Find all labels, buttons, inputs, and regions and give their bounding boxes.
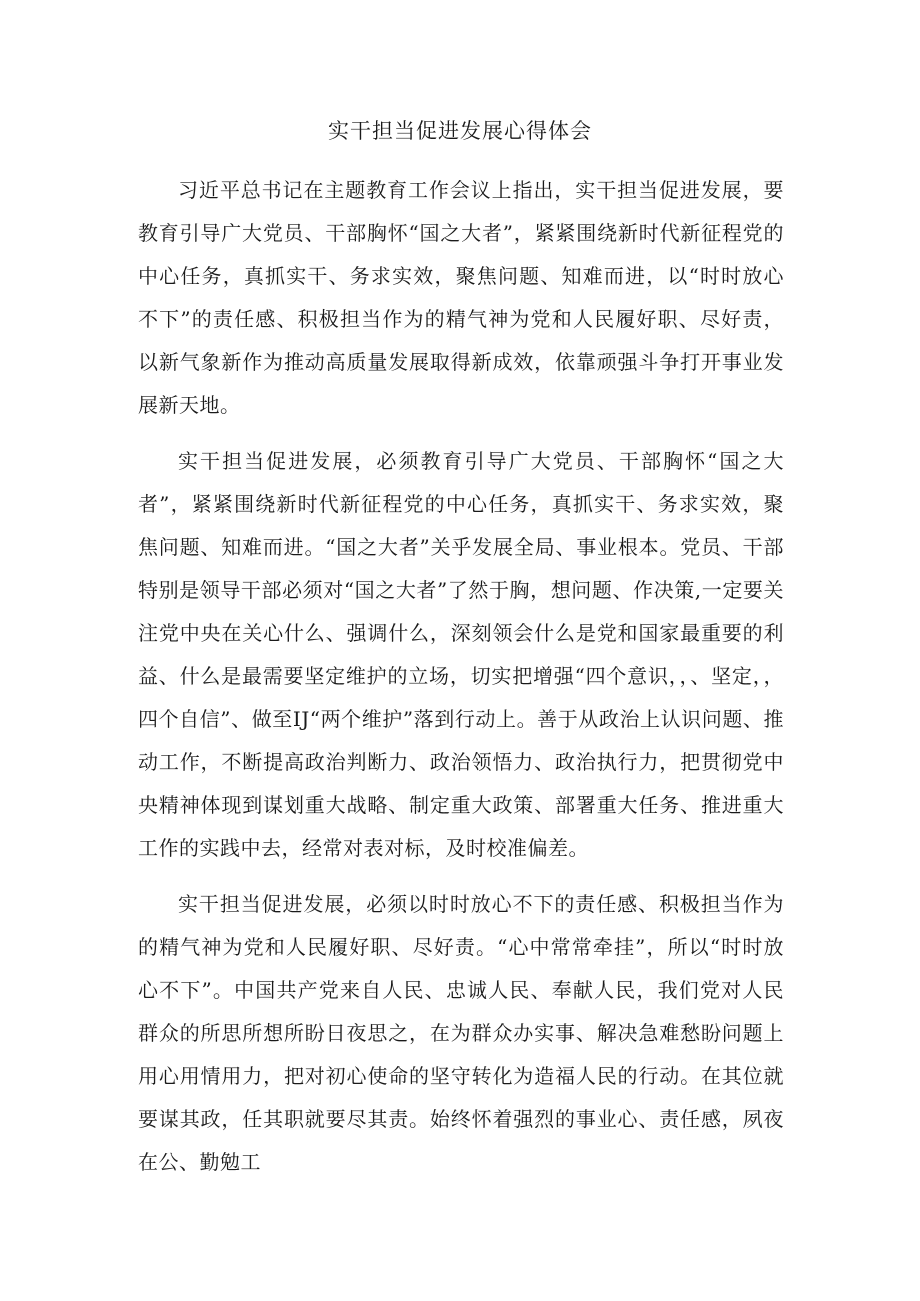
document-body [138, 169, 784, 1184]
document-title: 实干担当促进发展心得体会 [328, 119, 592, 143]
paragraph-2: 实干担当促进发展，必须教育引导广大党员、干部胸怀“国之大者”，紧紧围绕新时代新征程党的中心任务，真抓实干、务求实效，聚焦问题、知难而进。“国之大者”关乎发展全局、事业根本。党员、干部特别是领导干部必须对“国之大者”了然于胸，想问题、作决策,一定要关注党中央在关心什么、强调什么，深刻领会什么是党和国家最重要的利益、什么是最需要坚定维护的立场，切实把增强“四个意识，，、坚定，，四个自信”、做至IJ“两个维护”落到行动上。善于从政治上认识问题、推动工作，不断提高政治判断力、政治领悟力、政治执行力，把贯彻党中央精神体现到谋划重大战略、制定重大政策、部署重大任务、推进重大工作的实践中去，经常对表对标，及时校准偏差。 [138, 449, 784, 860]
paragraph-1: 习近平总书记在主题教育工作会议上指出，实干担当促进发展，要教育引导广大党员、干部胸怀“国之大者”，紧紧围绕新时代新征程党的中心任务，真抓实干、务求实效，聚焦问题、知难而进，以“时时放心不下”的责任感、积极担当作为的精气神为党和人民履好职、尽好责，以新气象新作为推动高质量发展取得新成效，依靠顽强斗争打开事业发展新天地。 [138, 178, 784, 417]
paragraph-3: 实干担当促进发展，必须以时时放心不下的责任感、积极担当作为的精气神为党和人民履好职、尽好责。“心中常常牵挂”，所以“时时放心不下”。中国共产党来自人民、忠诚人民、奉献人民，我们党对人民群众的所思所想所盼日夜思之，在为群众办实事、解决急难愁盼问题上用心用情用力，把对初心使命的坚守转化为造福人民的行动。在其位就要谋其政，任其职就要尽其责。始终怀着强烈的事业心、责任感，夙夜在公、勤勉工 [138, 892, 784, 1174]
